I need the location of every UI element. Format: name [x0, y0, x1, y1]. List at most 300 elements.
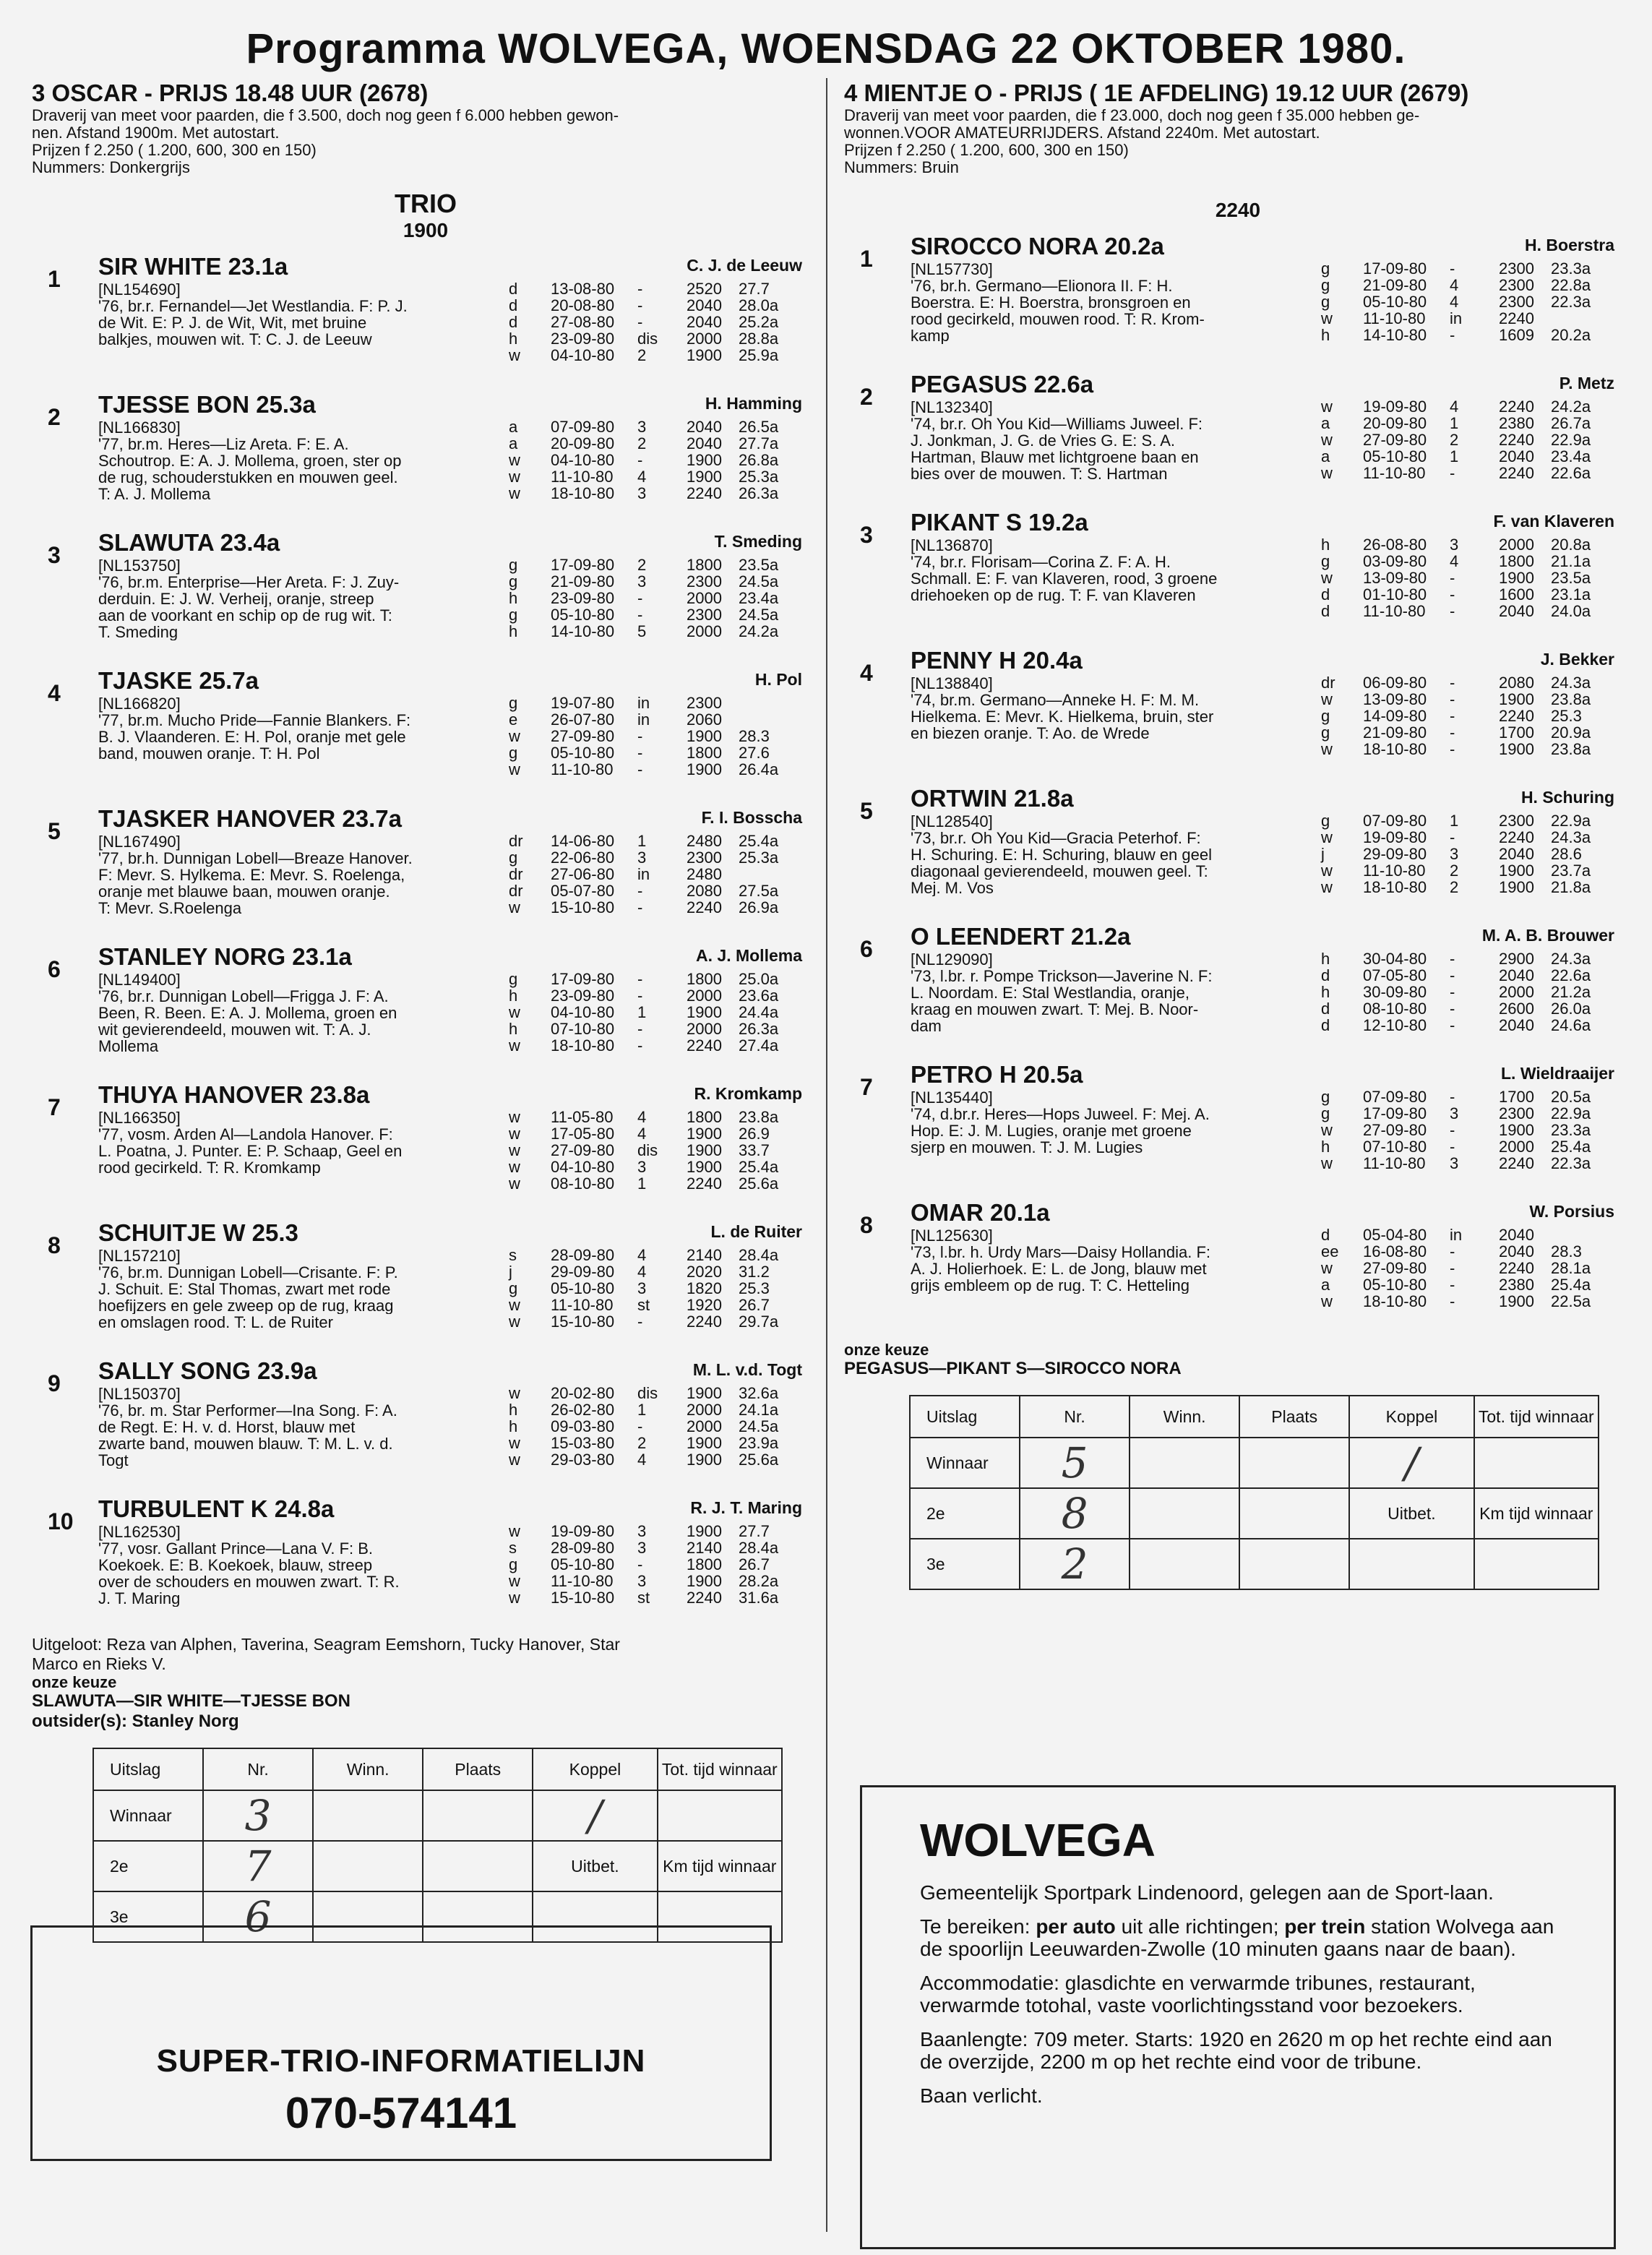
- perf-distance: 1700: [1499, 723, 1534, 742]
- result-header-cell: Nr.: [203, 1748, 313, 1790]
- horse-description-line: en biezen oranje. T: Ao. de Wrede: [911, 725, 1150, 742]
- performance-row: [1321, 1105, 1632, 1122]
- perf-track: g: [1321, 812, 1330, 830]
- perf-distance: 1900: [687, 1158, 722, 1176]
- perf-place: -: [637, 451, 643, 469]
- perf-track: a: [1321, 414, 1330, 432]
- perf-date: 23-09-80: [551, 330, 615, 348]
- perf-date: 05-10-80: [1363, 447, 1427, 465]
- perf-time: 26.7: [739, 1555, 770, 1573]
- perf-track: w: [509, 1313, 520, 1331]
- perf-date: 04-10-80: [551, 1158, 615, 1176]
- perf-track: g: [509, 744, 518, 762]
- horse-name: TJESSE BON 25.3a: [98, 391, 316, 418]
- horse-number: 2: [860, 384, 873, 410]
- perf-track: h: [509, 1401, 518, 1419]
- perf-date: 14-10-80: [551, 622, 615, 640]
- perf-distance: 1800: [687, 744, 722, 762]
- perf-distance: 1800: [1499, 552, 1534, 570]
- perf-date: 13-08-80: [551, 280, 615, 298]
- perf-track: w: [509, 1125, 520, 1143]
- horse-description-line: Mej. M. Vos: [911, 880, 994, 896]
- perf-place: 1: [1450, 447, 1459, 465]
- perf-track: dr: [509, 865, 523, 883]
- perf-date: 05-10-80: [551, 744, 615, 762]
- perf-time: 31.2: [739, 1263, 770, 1281]
- horse-name: SCHUITJE W 25.3: [98, 1219, 298, 1246]
- race-description-line: Nummers: Bruin: [844, 159, 959, 176]
- horse-performances: [509, 833, 819, 916]
- perf-time: 27.6: [739, 744, 770, 762]
- horse-driver: R. Kromkamp: [694, 1084, 802, 1103]
- perf-track: h: [509, 1020, 518, 1038]
- result-row-label: 3e: [910, 1539, 1020, 1589]
- perf-time: 23.4a: [739, 589, 779, 607]
- horse-number: 4: [860, 660, 873, 686]
- perf-track: w: [509, 1158, 520, 1176]
- perf-distance: 1900: [687, 346, 722, 364]
- perf-distance: 2300: [1499, 1104, 1534, 1122]
- perf-date: 20-08-80: [551, 296, 615, 314]
- result-header-cell: Winn.: [313, 1748, 423, 1790]
- horse-name: THUYA HANOVER 23.8a: [98, 1081, 370, 1108]
- horse-performances: [1321, 674, 1632, 757]
- horse-description: [911, 968, 1330, 1034]
- performance-row: [1321, 741, 1632, 757]
- result-row-label: Winnaar: [910, 1438, 1020, 1488]
- horse-performances: [1321, 1088, 1632, 1172]
- performance-row: [509, 330, 819, 347]
- result-winn-cell: [1130, 1539, 1239, 1589]
- perf-time: 27.7a: [739, 434, 779, 452]
- performance-row: [509, 418, 819, 435]
- horse-entry: [32, 664, 819, 802]
- performance-row: [1321, 1088, 1632, 1105]
- horse-description-line: '77, vosr. Gallant Prince—Lana V. F: B.: [98, 1540, 374, 1557]
- perf-distance: 2140: [687, 1539, 722, 1557]
- perf-time: 23.5a: [1551, 569, 1591, 587]
- perf-place: -: [1450, 1259, 1455, 1277]
- result-koppel-cell: [1349, 1539, 1474, 1589]
- horse-name: TJASKER HANOVER 23.7a: [98, 805, 402, 832]
- horse-description-line: '74, d.br.r. Heres—Hops Juweel. F: Mej. A.: [911, 1106, 1210, 1122]
- column-divider: [826, 78, 827, 2232]
- perf-place: st: [637, 1296, 650, 1314]
- performance-row: [1321, 431, 1632, 448]
- perf-date: 29-03-80: [551, 1451, 615, 1469]
- perf-time: 20.5a: [1551, 1088, 1591, 1106]
- performance-row: [1321, 724, 1632, 741]
- horse-description-line: Mollema: [98, 1038, 159, 1055]
- performance-row: [1321, 1017, 1632, 1034]
- horse-driver: A. J. Mollema: [696, 946, 802, 965]
- horse-name: OMAR 20.1a: [911, 1199, 1050, 1226]
- perf-distance: 2300: [1499, 293, 1534, 311]
- perf-place: 2: [1450, 878, 1459, 896]
- info-track-length: Baanlengte: 709 meter. Starts: 1920 en 2620 m op het rechte eind aan de overzijde, 2200 m op het rechte eind voor de tribune.: [920, 2028, 1552, 2073]
- perf-distance: 2000: [687, 589, 722, 607]
- horse-entry: [844, 1058, 1632, 1196]
- race-4-column: [844, 80, 1632, 1590]
- performance-row: [509, 987, 819, 1004]
- horse-description-line: '76, br.h. Germano—Elionora II. F: H.: [911, 278, 1173, 294]
- horse-description-line: T. Smeding: [98, 624, 178, 640]
- perf-distance: 1900: [1499, 740, 1534, 758]
- perf-distance: 1900: [1499, 690, 1534, 708]
- perf-time: 26.4a: [739, 760, 779, 778]
- horse-description-line: kamp: [911, 327, 950, 344]
- perf-date: 26-08-80: [1363, 536, 1427, 554]
- perf-date: 05-10-80: [551, 1555, 615, 1573]
- perf-place: -: [1450, 674, 1455, 692]
- performance-row: [1321, 277, 1632, 293]
- horse-name: SIR WHITE 23.1a: [98, 253, 288, 280]
- perf-time: 25.4a: [739, 832, 779, 850]
- perf-date: 20-09-80: [1363, 414, 1427, 432]
- perf-place: -: [1450, 1016, 1455, 1034]
- horse-description-line: Koekoek. E: B. Koekoek, blauw, streep: [98, 1557, 373, 1573]
- horse-entry: [844, 1196, 1632, 1334]
- horse-description-line: aan de voorkant en schip op de rug wit. T:: [98, 607, 392, 624]
- perf-date: 05-10-80: [1363, 293, 1427, 311]
- perf-distance: 2040: [1499, 1226, 1534, 1244]
- race-description-line: Draverij van meet voor paarden, die f 23.000, doch nog geen f 35.000 hebben ge-: [844, 107, 1420, 124]
- perf-distance: 2300: [687, 849, 722, 867]
- horse-performances: [509, 418, 819, 502]
- perf-time: 27.5a: [739, 882, 779, 900]
- perf-distance: 2040: [1499, 966, 1534, 984]
- perf-place: 1: [637, 1401, 647, 1419]
- perf-date: 29-09-80: [1363, 845, 1427, 863]
- perf-time: 24.6a: [1551, 1016, 1591, 1034]
- horse-name: SALLY SONG 23.9a: [98, 1357, 317, 1384]
- perf-place: in: [1450, 309, 1463, 327]
- perf-distance: 1900: [687, 1003, 722, 1021]
- perf-distance: 2040: [687, 434, 722, 452]
- horse-number: 7: [860, 1074, 873, 1100]
- result-header-cell: Koppel: [533, 1748, 657, 1790]
- performance-row: [1321, 1138, 1632, 1155]
- performance-row: [509, 485, 819, 502]
- perf-track: w: [1321, 464, 1333, 482]
- perf-place: -: [1450, 464, 1455, 482]
- perf-date: 01-10-80: [1363, 585, 1427, 604]
- perf-distance: 2040: [687, 418, 722, 436]
- result-header-cell: Plaats: [423, 1748, 533, 1790]
- horse-description: [911, 554, 1330, 604]
- result-plaats-cell: [1239, 1488, 1349, 1539]
- perf-track: h: [1321, 536, 1330, 554]
- perf-time: 24.5a: [739, 606, 779, 624]
- result-header-cell: Uitslag: [910, 1396, 1020, 1438]
- perf-date: 07-09-80: [1363, 812, 1427, 830]
- horse-description-line: rood gecirkeld, mouwen rood. T: R. Krom-: [911, 311, 1205, 327]
- perf-place: -: [1450, 723, 1455, 742]
- perf-place: -: [1450, 585, 1455, 604]
- result-header-cell: Koppel: [1349, 1396, 1474, 1438]
- perf-date: 27-09-80: [1363, 1121, 1427, 1139]
- perf-time: 23.6a: [739, 987, 779, 1005]
- performance-row: [509, 1175, 819, 1192]
- perf-place: 3: [637, 1522, 647, 1540]
- perf-time: 24.5a: [739, 572, 779, 590]
- horse-entry: [32, 250, 819, 388]
- horse-description-line: '77, br.m. Heres—Liz Areta. F: E. A.: [98, 436, 349, 452]
- result-table: [93, 1748, 783, 1943]
- perf-track: w: [509, 1108, 520, 1126]
- handwritten-number: 2: [1061, 1539, 1088, 1589]
- race-section-label: TRIO: [395, 189, 457, 218]
- perf-place: 4: [1450, 276, 1459, 294]
- info-title: WOLVEGA: [920, 1814, 1156, 1866]
- perf-track: w: [1321, 309, 1333, 327]
- perf-date: 05-10-80: [1363, 1276, 1427, 1294]
- perf-time: 24.3a: [1551, 828, 1591, 846]
- perf-distance: 2240: [1499, 828, 1534, 846]
- perf-time: 27.7: [739, 1522, 770, 1540]
- result-time-cell: Km tijd winnaar: [658, 1841, 782, 1891]
- perf-date: 21-09-80: [1363, 276, 1427, 294]
- perf-distance: 2000: [687, 330, 722, 348]
- perf-place: 4: [637, 1263, 647, 1281]
- perf-date: 05-10-80: [551, 606, 615, 624]
- perf-track: w: [1321, 569, 1333, 587]
- perf-time: 32.6a: [739, 1384, 779, 1402]
- perf-time: 23.3a: [1551, 259, 1591, 278]
- perf-date: 17-09-80: [551, 556, 615, 574]
- outsider-pick: outsider(s): Stanley Norg: [32, 1711, 239, 1731]
- handwritten-number: 7: [244, 1842, 272, 1891]
- perf-date: 13-09-80: [1363, 690, 1427, 708]
- info-directions: Te bereiken: per auto uit alle richtingen; per trein station Wolvega aan de spoorlijn Leeuwarden-Zwolle (10 minuten gaans naar de baan).: [920, 1915, 1554, 1960]
- perf-date: 18-10-80: [1363, 1292, 1427, 1310]
- performance-row: [509, 1142, 819, 1159]
- perf-track: w: [1321, 431, 1333, 449]
- perf-time: 28.8a: [739, 330, 779, 348]
- horse-description-line: J. T. Maring: [98, 1590, 181, 1607]
- horse-description: [98, 1402, 517, 1469]
- horse-description: [98, 1540, 517, 1607]
- performance-row: [1321, 415, 1632, 431]
- result-koppel-cell: Uitbet.: [1349, 1488, 1474, 1539]
- perf-place: 4: [637, 1451, 647, 1469]
- horse-description-line: kraag en mouwen zwart. T: Mej. B. Noor-: [911, 1001, 1199, 1018]
- handwritten-number: 3: [244, 1791, 272, 1840]
- perf-date: 05-04-80: [1363, 1226, 1427, 1244]
- perf-place: 2: [637, 346, 647, 364]
- perf-track: h: [1321, 983, 1330, 1001]
- horse-driver: H. Hamming: [705, 394, 802, 413]
- keuze-spacer: [844, 1334, 1632, 1341]
- horse-number: 6: [48, 956, 61, 982]
- result-time-cell: [1474, 1539, 1599, 1589]
- performance-row: [1321, 674, 1632, 691]
- perf-time: 22.9a: [1551, 812, 1591, 830]
- horse-driver: J. Bekker: [1540, 650, 1614, 669]
- perf-date: 18-10-80: [1363, 878, 1427, 896]
- performance-row: [509, 1573, 819, 1589]
- performance-row: [509, 606, 819, 623]
- performance-row: [1321, 570, 1632, 586]
- result-time-cell: [1474, 1438, 1599, 1488]
- horse-name: STANLEY NORG 23.1a: [98, 943, 352, 970]
- perf-date: 04-10-80: [551, 451, 615, 469]
- horse-driver: M. A. B. Brouwer: [1481, 926, 1614, 945]
- performance-row: [509, 1313, 819, 1330]
- performance-row: [1321, 1227, 1632, 1243]
- horse-name: SLAWUTA 23.4a: [98, 529, 280, 556]
- perf-track: g: [1321, 552, 1330, 570]
- perf-track: w: [1321, 828, 1333, 846]
- horse-registration: [NL154690]: [98, 280, 181, 298]
- perf-place: -: [1450, 259, 1455, 278]
- perf-place: 3: [637, 418, 647, 436]
- perf-place: -: [1450, 950, 1455, 968]
- horse-description-line: '76, br. m. Star Performer—Ina Song. F: A.: [98, 1402, 397, 1419]
- horse-description-line: '73, l.br. h. Urdy Mars—Daisy Hollandia. F:: [911, 1244, 1211, 1260]
- perf-track: dr: [509, 882, 523, 900]
- result-header-cell: Tot. tijd winnaar: [1474, 1396, 1599, 1438]
- perf-distance: 2000: [1499, 1138, 1534, 1156]
- perf-place: 4: [637, 468, 647, 486]
- result-winn-cell: [1130, 1488, 1239, 1539]
- perf-time: 25.4a: [1551, 1138, 1591, 1156]
- section-spacer: [844, 176, 1632, 198]
- perf-date: 04-10-80: [551, 1003, 615, 1021]
- horse-entry: [32, 388, 819, 526]
- performance-row: [1321, 260, 1632, 277]
- perf-distance: 2040: [1499, 845, 1534, 863]
- result-plaats-cell: [423, 1790, 533, 1841]
- perf-distance: 2240: [1499, 309, 1534, 327]
- horse-entry: [32, 1354, 819, 1492]
- perf-place: 3: [637, 484, 647, 502]
- perf-place: -: [1450, 1121, 1455, 1139]
- horse-description-line: H. Schuring. E: H. Schuring, blauw en geel: [911, 846, 1213, 863]
- perf-track: g: [509, 556, 518, 574]
- perf-time: 22.6a: [1551, 966, 1591, 984]
- perf-time: 25.3: [1551, 707, 1582, 725]
- result-winn-cell: [1130, 1438, 1239, 1488]
- performance-row: [1321, 862, 1632, 879]
- perf-date: 11-10-80: [1363, 862, 1426, 880]
- perf-track: d: [509, 313, 518, 331]
- our-choice-picks: PEGASUS—PIKANT S—SIROCCO NORA: [844, 1359, 1182, 1378]
- perf-place: -: [637, 1020, 643, 1038]
- perf-place: -: [637, 280, 643, 298]
- perf-distance: 2140: [687, 1246, 722, 1264]
- perf-distance: 1900: [687, 1125, 722, 1143]
- horse-description-line: T: Mevr. S.Roelenga: [98, 900, 242, 916]
- perf-time: 22.9a: [1551, 431, 1591, 449]
- performance-row: [1321, 603, 1632, 619]
- perf-track: g: [1321, 723, 1330, 742]
- horse-description-line: grijs embleem op de rug. T: C. Hetteling: [911, 1277, 1189, 1294]
- horse-description-line: de rug, schouderstukken en mouwen geel.: [98, 469, 398, 486]
- perf-time: 26.5a: [739, 418, 779, 436]
- perf-time: 25.6a: [739, 1451, 779, 1469]
- perf-track: g: [1321, 293, 1330, 311]
- perf-distance: 1609: [1499, 326, 1534, 344]
- perf-place: -: [1450, 569, 1455, 587]
- perf-track: a: [1321, 1276, 1330, 1294]
- horse-registration: [NL167490]: [98, 833, 181, 851]
- horse-description-line: '74, br.m. Germano—Anneke H. F: M. M.: [911, 692, 1200, 708]
- perf-track: d: [509, 280, 518, 298]
- performance-row: [1321, 293, 1632, 310]
- perf-date: 13-09-80: [1363, 569, 1427, 587]
- perf-track: d: [1321, 966, 1330, 984]
- horse-registration: [NL132340]: [911, 398, 993, 416]
- performance-row: [1321, 984, 1632, 1000]
- horse-driver: M. L. v.d. Togt: [692, 1360, 802, 1379]
- horse-description-line: '76, br.m. Dunnigan Lobell—Crisante. F: P.: [98, 1264, 398, 1281]
- perf-track: w: [509, 1296, 520, 1314]
- horse-name: PIKANT S 19.2a: [911, 509, 1088, 536]
- horse-driver: H. Pol: [754, 670, 802, 689]
- result-table-wrap: [909, 1395, 1632, 1590]
- perf-place: 3: [1450, 1154, 1459, 1172]
- horse-entry: [844, 230, 1632, 368]
- result-winn-cell: [313, 1790, 423, 1841]
- page-title: Programma WOLVEGA, WOENSDAG 22 OKTOBER 1980.: [246, 25, 1406, 72]
- perf-time: 23.9a: [739, 1434, 779, 1452]
- perf-distance: 2600: [1499, 1000, 1534, 1018]
- trio-line-title: SUPER-TRIO-INFORMATIELIJN: [156, 2043, 646, 2079]
- race-title: 4 MIENTJE O - PRIJS ( 1E AFDELING) 19.12 UUR (2679): [844, 80, 1469, 106]
- horse-entry: [844, 506, 1632, 644]
- horse-registration: [NL129090]: [911, 950, 993, 968]
- performance-row: [509, 280, 819, 297]
- horse-number: 10: [48, 1508, 74, 1534]
- horse-name: SIROCCO NORA 20.2a: [911, 233, 1164, 259]
- perf-time: 25.4a: [1551, 1276, 1591, 1294]
- perf-track: g: [1321, 259, 1330, 278]
- perf-date: 17-09-80: [1363, 1104, 1427, 1122]
- perf-place: -: [637, 296, 643, 314]
- horse-description-line: balkjes, mouwen wit. T: C. J. de Leeuw: [98, 331, 372, 348]
- perf-date: 23-09-80: [551, 987, 615, 1005]
- horse-description: [911, 1244, 1330, 1294]
- perf-time: 25.2a: [739, 313, 779, 331]
- race-description: [32, 107, 819, 176]
- perf-place: -: [637, 970, 643, 988]
- perf-place: -: [1450, 707, 1455, 725]
- perf-time: 22.9a: [1551, 1104, 1591, 1122]
- horse-description-line: '77, vosm. Arden Al—Landola Hanover. F:: [98, 1126, 393, 1143]
- withdrawn-line: Marco en Rieks V.: [32, 1654, 166, 1673]
- perf-place: dis: [637, 1384, 658, 1402]
- perf-date: 17-09-80: [551, 970, 615, 988]
- performance-row: [1321, 846, 1632, 862]
- perf-place: -: [1450, 1138, 1455, 1156]
- perf-time: 23.3a: [1551, 1121, 1591, 1139]
- horse-description-line: B. J. Vlaanderen. E: H. Pol, oranje met gele: [98, 729, 406, 745]
- perf-track: e: [509, 710, 518, 729]
- perf-place: 2: [637, 434, 647, 452]
- horse-description-line: F: Mevr. S. Hylkema. E: Mevr. S. Roelenga,: [98, 867, 405, 883]
- performance-row: [509, 1385, 819, 1401]
- perf-distance: 2240: [1499, 707, 1534, 725]
- perf-date: 20-02-80: [551, 1384, 615, 1402]
- perf-track: j: [509, 1263, 512, 1281]
- performance-row: [1321, 967, 1632, 984]
- performance-row: [1321, 1260, 1632, 1276]
- performance-row: [1321, 1293, 1632, 1310]
- perf-place: 3: [1450, 845, 1459, 863]
- our-choice-picks: SLAWUTA—SIR WHITE—TJESSE BON: [32, 1691, 350, 1711]
- perf-track: w: [509, 1434, 520, 1452]
